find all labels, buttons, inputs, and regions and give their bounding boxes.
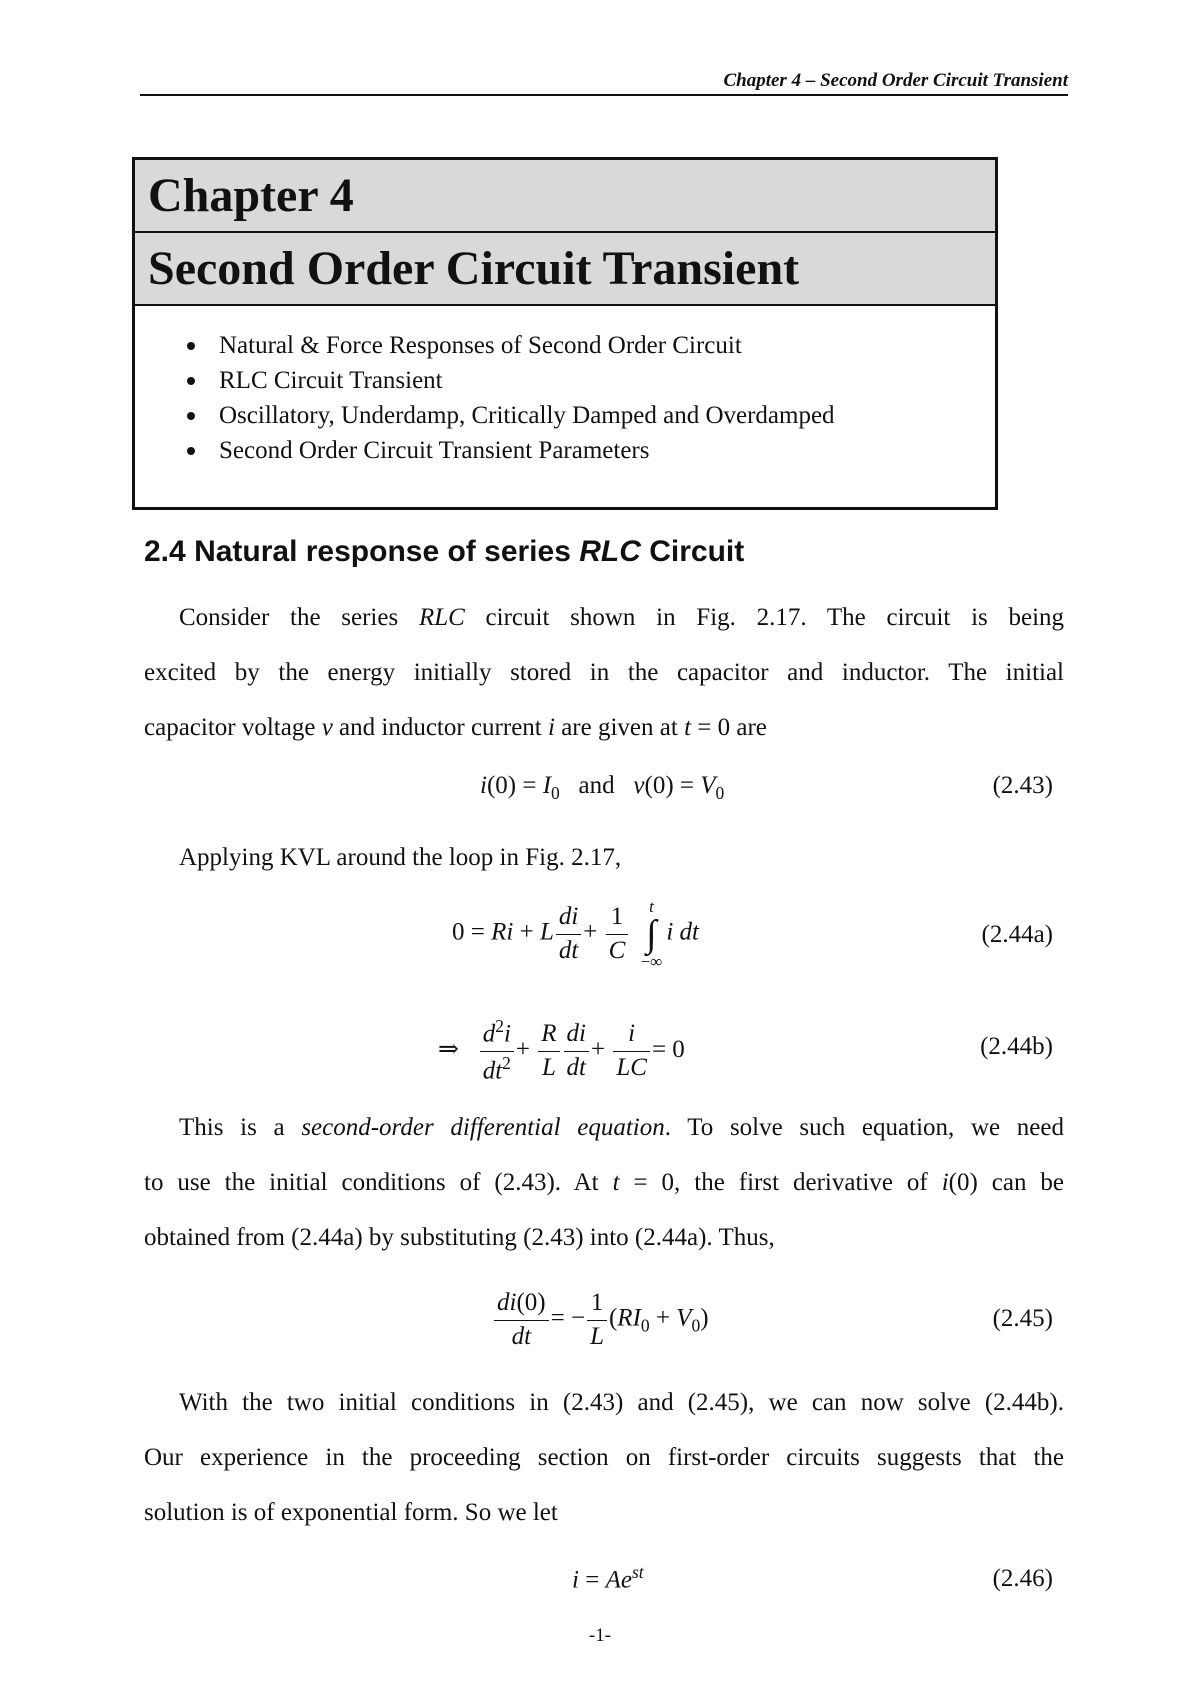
equation-number: (2.46) bbox=[992, 1565, 1053, 1592]
bullet-icon bbox=[187, 447, 195, 455]
list-item: Second Order Circuit Transient Parameters bbox=[135, 433, 835, 468]
text-line: Our experience in the proceeding section on first-order circuits suggests that the bbox=[144, 1444, 1064, 1471]
paragraph-differential bbox=[144, 1100, 1064, 1265]
equation-2-43: $i(0) = I_0$ and $v(0) = V_0$ bbox=[480, 772, 725, 803]
bullet-icon bbox=[187, 412, 195, 420]
list-item: Oscillatory, Underdamp, Critically Damped and Overdamped bbox=[135, 398, 835, 433]
text-line: excited by the energy initially stored in the capacitor and inductor. The initial bbox=[144, 659, 1064, 686]
paragraph-exponential bbox=[144, 1375, 1064, 1540]
chapter-box bbox=[132, 157, 998, 510]
text-line: to use the initial conditions of (2.43). At t = 0, the first derivative of i(0) can be bbox=[144, 1169, 1065, 1196]
equation-2-44b: ⇒ $\frac{d^2i}{dt^2}$ + $\frac{R}{L}$ $\frac{di}{dt}$ + $\frac{i}{LC}$ = 0 bbox=[438, 1015, 685, 1088]
text-line: Consider the series RLC circuit shown in Fig. 2.17. The circuit is being bbox=[179, 604, 1065, 631]
header-rule bbox=[140, 94, 1068, 96]
chapter-title-band bbox=[135, 233, 995, 306]
page-number: -1- bbox=[588, 1625, 612, 1646]
equation-number: (2.44b) bbox=[980, 1033, 1053, 1060]
chapter-number: Chapter 4 bbox=[148, 169, 354, 222]
paragraph-kvl bbox=[144, 830, 1064, 885]
chapter-topics-list bbox=[135, 328, 835, 468]
running-header: Chapter 4 – Second Order Circuit Transient bbox=[723, 70, 1068, 91]
chapter-title: Second Order Circuit Transient bbox=[148, 242, 800, 295]
text-line: solution is of exponential form. So we let bbox=[144, 1499, 558, 1526]
equation-2-45: $\frac{di(0)}{dt}$ = − $\frac{1}{L}$ $(RI_0 + V_0)$ bbox=[492, 1287, 709, 1353]
equation-2-44a: 0 = Ri + L $\frac{di}{dt}$ + $\frac{1}{C}$ t ∫ −∞ i dt bbox=[452, 897, 699, 971]
text-line: This is a second-order differential equation. To solve such equation, we need bbox=[179, 1114, 1064, 1141]
text-line: capacitor voltage v and inductor current i are given at t = 0 are bbox=[144, 714, 767, 741]
bullet-icon bbox=[187, 377, 195, 385]
list-item: Natural & Force Responses of Second Order Circuit bbox=[135, 328, 835, 363]
section-heading: 2.4 Natural response of series RLC Circuit bbox=[144, 535, 745, 568]
text-line: obtained from (2.44a) by substituting (2.43) into (2.44a). Thus, bbox=[144, 1224, 775, 1251]
equation-2-46: $i = Ae^{st}$ bbox=[572, 1562, 644, 1594]
text-line: Applying KVL around the loop in Fig. 2.17, bbox=[179, 844, 622, 871]
chapter-number-band bbox=[135, 160, 995, 233]
equation-number: (2.43) bbox=[992, 772, 1053, 799]
list-item: RLC Circuit Transient bbox=[135, 363, 835, 398]
equation-number: (2.44a) bbox=[981, 921, 1053, 948]
text-line: With the two initial conditions in (2.43) and (2.45), we can now solve (2.44b). bbox=[179, 1389, 1064, 1416]
paragraph-intro bbox=[144, 590, 1064, 755]
equation-number: (2.45) bbox=[992, 1305, 1053, 1332]
bullet-icon bbox=[187, 342, 195, 350]
